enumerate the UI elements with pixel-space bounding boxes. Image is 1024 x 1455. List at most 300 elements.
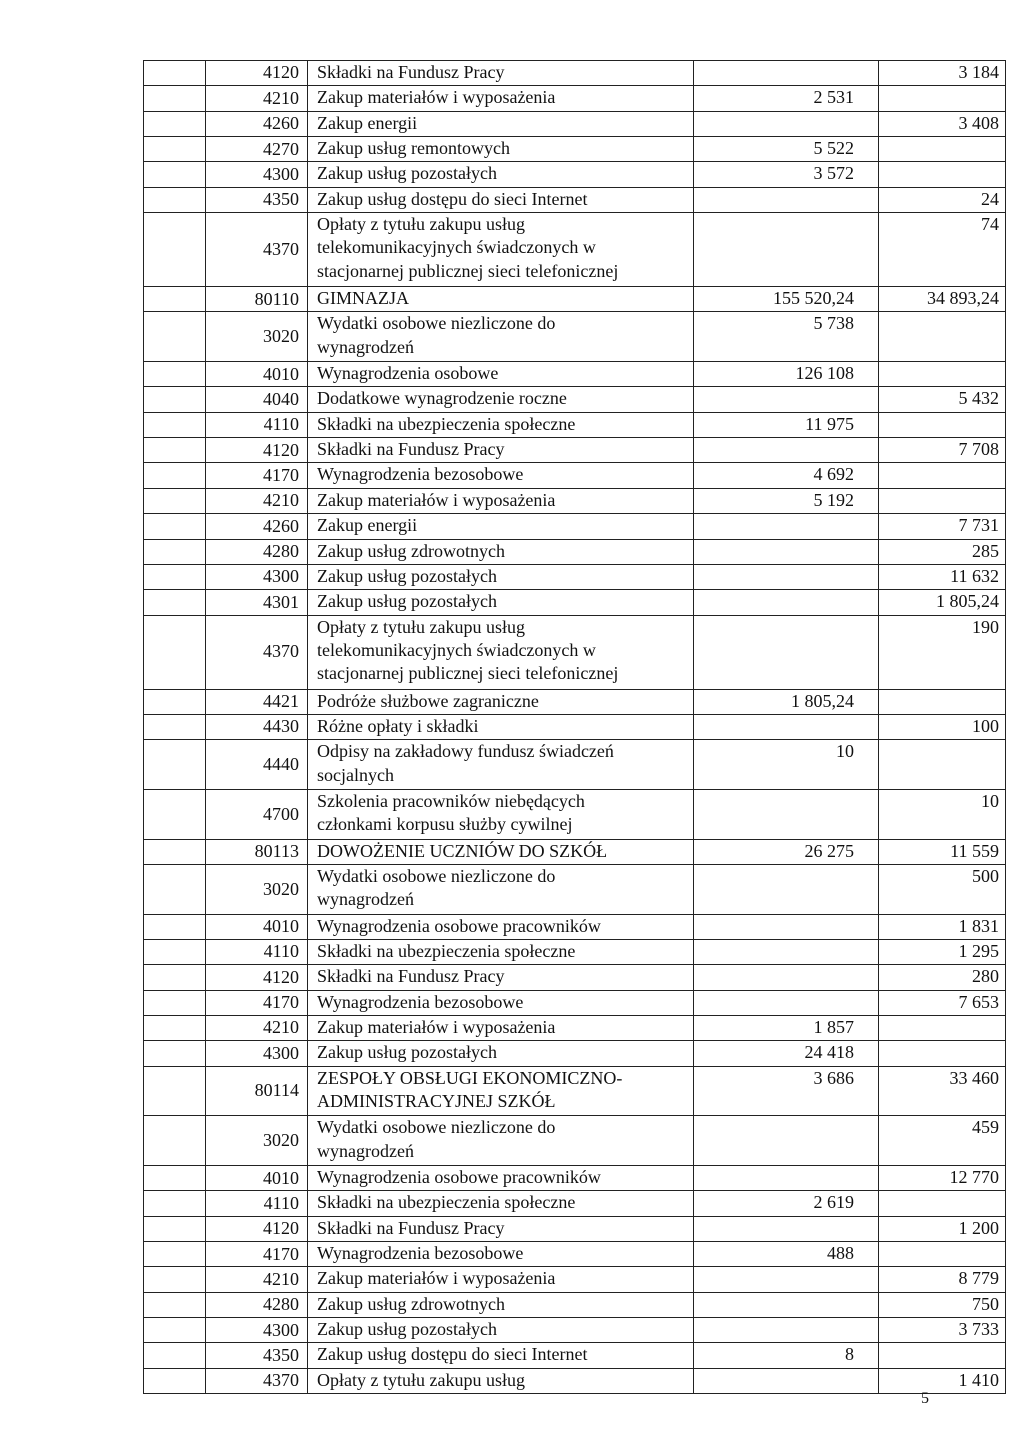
decrease-amount-cell [694,539,879,564]
decrease-amount-cell: 10 [694,740,879,790]
rozdzial-cell [144,1267,206,1292]
description-line: wynagrodzeń [317,336,414,357]
description-line: Opłaty z tytułu zakupu usług [317,616,525,637]
increase-amount-cell [879,1191,1006,1216]
increase-amount-cell [879,312,1006,362]
increase-amount-cell: 10 [879,789,1006,839]
table-row [144,412,1006,437]
rozdzial-cell [144,1292,206,1317]
rozdzial-cell [144,1016,206,1041]
description-line: Wynagrodzenia osobowe pracowników [317,915,601,936]
increase-amount-cell [879,412,1006,437]
description-line: Wynagrodzenia osobowe pracowników [317,1167,601,1188]
description-line: Wynagrodzenia bezosobowe [317,1243,524,1264]
description-cell [308,1242,694,1267]
rozdzial-cell [144,689,206,714]
code-cell: 4300 [206,162,308,187]
description-cell [308,312,694,362]
decrease-amount-cell [694,1318,879,1343]
decrease-amount-cell: 5 738 [694,312,879,362]
code-cell: 4110 [206,939,308,964]
rozdzial-cell [144,514,206,539]
description-cell [308,1041,694,1066]
rozdzial-cell [144,287,206,312]
code-cell: 4301 [206,590,308,615]
table-row [144,137,1006,162]
rozdzial-cell [144,1318,206,1343]
decrease-amount-cell [694,714,879,739]
description-line: Opłaty z tytułu zakupu usług [317,1369,525,1390]
decrease-amount-cell: 3 572 [694,162,879,187]
description-line: Zakup materiałów i wyposażenia [317,1017,556,1037]
description-cell [308,914,694,939]
table-row [144,1267,1006,1292]
description-line: Zakup usług dostępu do sieci Internet [317,1344,588,1365]
description-cell [308,111,694,136]
code-cell: 4440 [206,740,308,790]
description-line: DOWOŻENIE UCZNIÓW DO SZKÓŁ [317,840,608,861]
description-line: ADMINISTRACYJNEJ SZKÓŁ [317,1091,556,1112]
rozdzial-cell [144,412,206,437]
decrease-amount-cell: 1 805,24 [694,689,879,714]
rozdzial-cell [144,615,206,689]
decrease-amount-cell: 24 418 [694,1041,879,1066]
increase-amount-cell: 12 770 [879,1166,1006,1191]
rozdzial-cell [144,1368,206,1393]
increase-amount-cell: 3 733 [879,1318,1006,1343]
decrease-amount-cell: 126 108 [694,362,879,387]
description-line: stacjonarnej publicznej sieci telefonicznej [317,260,619,281]
decrease-amount-cell [694,111,879,136]
code-cell: 4210 [206,1016,308,1041]
table-row [144,1343,1006,1368]
description-cell [308,287,694,312]
code-cell: 4210 [206,1267,308,1292]
description-cell [308,61,694,86]
code-cell: 4110 [206,412,308,437]
decrease-amount-cell [694,1116,879,1166]
decrease-amount-cell [694,615,879,689]
code-cell: 4120 [206,1216,308,1241]
increase-amount-cell: 1 200 [879,1216,1006,1241]
description-line: Szkolenia pracowników niebędących [317,790,585,811]
code-cell: 4170 [206,990,308,1015]
code-cell: 4300 [206,564,308,589]
rozdzial-cell [144,187,206,212]
code-cell: 4260 [206,111,308,136]
description-line: wynagrodzeń [317,1140,414,1161]
description-line: Zakup usług remontowych [317,138,510,159]
code-cell: 4280 [206,1292,308,1317]
increase-amount-cell: 33 460 [879,1066,1006,1116]
rozdzial-cell [144,914,206,939]
table-row [144,162,1006,187]
description-line: Zakup materiałów i wyposażenia [317,87,556,108]
table-row [144,362,1006,387]
description-line: Zakup usług zdrowotnych [317,1293,505,1314]
increase-amount-cell [879,488,1006,513]
code-cell: 3020 [206,312,308,362]
table-row [144,111,1006,136]
decrease-amount-cell [694,187,879,212]
decrease-amount-cell [694,914,879,939]
description-line: członkami korpusu służby cywilnej [317,814,573,835]
rozdzial-cell [144,1041,206,1066]
code-cell: 4270 [206,137,308,162]
table-row [144,1066,1006,1116]
table-row [144,914,1006,939]
rozdzial-cell [144,1116,206,1166]
description-cell [308,965,694,990]
rozdzial-cell [144,61,206,86]
decrease-amount-cell [694,789,879,839]
table-row [144,61,1006,86]
table-row [144,789,1006,839]
decrease-amount-cell [694,1267,879,1292]
table-row [144,1292,1006,1317]
increase-amount-cell: 3 184 [879,61,1006,86]
rozdzial-cell [144,740,206,790]
table-row [144,86,1006,111]
code-cell: 4350 [206,1343,308,1368]
increase-amount-cell [879,137,1006,162]
description-line: Zakup usług pozostałych [317,1319,497,1340]
description-cell [308,1343,694,1368]
table-row [144,990,1006,1015]
table-body [144,61,1006,1394]
description-line: Zakup materiałów i wyposażenia [317,489,556,510]
increase-amount-cell [879,1016,1006,1041]
description-cell [308,1016,694,1041]
description-line: Wydatki osobowe niezliczone do [317,1117,556,1138]
rozdzial-cell [144,488,206,513]
table-row [144,1368,1006,1393]
description-line: Odpisy na zakładowy fundusz świadczeń [317,741,614,762]
description-cell [308,438,694,463]
table-row [144,965,1006,990]
decrease-amount-cell: 11 975 [694,412,879,437]
budget-table [143,60,1006,1394]
table-row [144,514,1006,539]
table-row [144,939,1006,964]
description-line: Różne opłaty i składki [317,715,479,736]
increase-amount-cell: 1 831 [879,914,1006,939]
increase-amount-cell [879,740,1006,790]
code-cell: 80113 [206,839,308,864]
rozdzial-cell [144,1216,206,1241]
decrease-amount-cell [694,1216,879,1241]
description-cell [308,137,694,162]
increase-amount-cell [879,1041,1006,1066]
code-cell: 4370 [206,1368,308,1393]
rozdzial-cell [144,86,206,111]
description-cell [308,1368,694,1393]
code-cell: 4010 [206,1166,308,1191]
increase-amount-cell: 100 [879,714,1006,739]
table-row [144,714,1006,739]
table-row [144,1166,1006,1191]
code-cell: 80114 [206,1066,308,1116]
code-cell: 4120 [206,438,308,463]
rozdzial-cell [144,1242,206,1267]
description-line: Opłaty z tytułu zakupu usług [317,214,525,235]
table-row [144,839,1006,864]
description-line: Zakup usług pozostałych [317,1042,497,1063]
description-line: wynagrodzeń [317,889,414,910]
decrease-amount-cell: 5 522 [694,137,879,162]
description-line: Składki na ubezpieczenia społeczne [317,1192,576,1213]
table-row [144,590,1006,615]
code-cell: 4010 [206,914,308,939]
increase-amount-cell: 11 559 [879,839,1006,864]
description-line: socjalnych [317,764,394,785]
rozdzial-cell [144,463,206,488]
code-cell: 4350 [206,187,308,212]
decrease-amount-cell [694,939,879,964]
decrease-amount-cell [694,590,879,615]
description-cell [308,463,694,488]
code-cell: 4120 [206,61,308,86]
description-line: Zakup energii [317,112,418,133]
code-cell: 4421 [206,689,308,714]
rozdzial-cell [144,438,206,463]
description-line: Wydatki osobowe niezliczone do [317,865,556,886]
increase-amount-cell: 459 [879,1116,1006,1166]
table-row [144,1016,1006,1041]
description-cell [308,86,694,111]
code-cell: 4300 [206,1041,308,1066]
code-cell: 4110 [206,1191,308,1216]
increase-amount-cell: 1 410 [879,1368,1006,1393]
decrease-amount-cell [694,213,879,287]
increase-amount-cell: 500 [879,864,1006,914]
increase-amount-cell: 7 653 [879,990,1006,1015]
decrease-amount-cell: 2 619 [694,1191,879,1216]
description-cell [308,1066,694,1116]
description-line: Zakup materiałów i wyposażenia [317,1268,556,1289]
increase-amount-cell: 285 [879,539,1006,564]
rozdzial-cell [144,1166,206,1191]
description-line: telekomunikacyjnych świadczonych w [317,639,596,660]
rozdzial-cell [144,714,206,739]
description-cell [308,1191,694,1216]
increase-amount-cell [879,689,1006,714]
table-row [144,864,1006,914]
increase-amount-cell [879,86,1006,111]
code-cell: 4010 [206,362,308,387]
table-row [144,1041,1006,1066]
description-cell [308,213,694,287]
description-cell [308,590,694,615]
increase-amount-cell: 3 408 [879,111,1006,136]
increase-amount-cell: 34 893,24 [879,287,1006,312]
table-row [144,387,1006,412]
description-line: Zakup energii [317,515,418,536]
description-cell [308,362,694,387]
increase-amount-cell: 750 [879,1292,1006,1317]
decrease-amount-cell [694,438,879,463]
code-cell: 4210 [206,488,308,513]
increase-amount-cell [879,362,1006,387]
code-cell: 4210 [206,86,308,111]
rozdzial-cell [144,990,206,1015]
increase-amount-cell: 190 [879,615,1006,689]
table-row [144,1191,1006,1216]
description-line: Składki na Fundusz Pracy [317,439,505,460]
code-cell: 4280 [206,539,308,564]
decrease-amount-cell [694,965,879,990]
code-cell: 4430 [206,714,308,739]
decrease-amount-cell: 8 [694,1343,879,1368]
description-line: Składki na ubezpieczenia społeczne [317,940,576,961]
decrease-amount-cell: 26 275 [694,839,879,864]
rozdzial-cell [144,965,206,990]
table-row [144,213,1006,287]
code-cell: 80110 [206,287,308,312]
description-cell [308,939,694,964]
description-line: Składki na Fundusz Pracy [317,62,505,82]
increase-amount-cell: 11 632 [879,564,1006,589]
code-cell: 4040 [206,387,308,412]
increase-amount-cell: 8 779 [879,1267,1006,1292]
table-row [144,615,1006,689]
table-row [144,1216,1006,1241]
rozdzial-cell [144,312,206,362]
code-cell: 3020 [206,864,308,914]
rozdzial-cell [144,1191,206,1216]
description-cell [308,1318,694,1343]
table-row [144,488,1006,513]
description-line: Składki na Fundusz Pracy [317,1217,505,1238]
decrease-amount-cell: 3 686 [694,1066,879,1116]
description-line: Podróże służbowe zagraniczne [317,690,539,711]
increase-amount-cell: 1 805,24 [879,590,1006,615]
description-line: Wydatki osobowe niezliczone do [317,313,556,334]
rozdzial-cell [144,111,206,136]
rozdzial-cell [144,362,206,387]
decrease-amount-cell: 488 [694,1242,879,1267]
rozdzial-cell [144,213,206,287]
description-cell [308,187,694,212]
code-cell: 3020 [206,1116,308,1166]
table-row [144,187,1006,212]
increase-amount-cell: 5 432 [879,387,1006,412]
increase-amount-cell [879,162,1006,187]
description-cell [308,615,694,689]
description-line: Składki na ubezpieczenia społeczne [317,413,576,434]
code-cell: 4170 [206,463,308,488]
table-row [144,287,1006,312]
description-cell [308,839,694,864]
description-cell [308,1116,694,1166]
description-cell [308,1216,694,1241]
increase-amount-cell: 24 [879,187,1006,212]
table-row [144,1116,1006,1166]
rozdzial-cell [144,162,206,187]
decrease-amount-cell: 1 857 [694,1016,879,1041]
description-line: Wynagrodzenia bezosobowe [317,991,524,1012]
decrease-amount-cell [694,1166,879,1191]
decrease-amount-cell [694,1292,879,1317]
description-line: Składki na Fundusz Pracy [317,966,505,987]
increase-amount-cell [879,463,1006,488]
rozdzial-cell [144,1343,206,1368]
increase-amount-cell: 74 [879,213,1006,287]
table-row [144,539,1006,564]
table-row [144,689,1006,714]
code-cell: 4370 [206,615,308,689]
description-line: Dodatkowe wynagrodzenie roczne [317,388,567,409]
rozdzial-cell [144,539,206,564]
decrease-amount-cell [694,864,879,914]
description-cell [308,740,694,790]
table-row [144,312,1006,362]
rozdzial-cell [144,789,206,839]
rozdzial-cell [144,839,206,864]
description-cell [308,864,694,914]
decrease-amount-cell: 4 692 [694,463,879,488]
rozdzial-cell [144,564,206,589]
decrease-amount-cell [694,514,879,539]
rozdzial-cell [144,590,206,615]
description-cell [308,539,694,564]
table-row [144,463,1006,488]
decrease-amount-cell [694,990,879,1015]
rozdzial-cell [144,864,206,914]
description-cell [308,162,694,187]
description-line: Zakup usług pozostałych [317,591,497,612]
description-line: Wynagrodzenia osobowe [317,363,499,384]
table-row [144,1318,1006,1343]
increase-amount-cell: 1 295 [879,939,1006,964]
description-cell [308,564,694,589]
description-line: Zakup usług pozostałych [317,565,497,586]
table-row [144,1242,1006,1267]
increase-amount-cell [879,1242,1006,1267]
description-cell [308,789,694,839]
description-cell [308,387,694,412]
description-line: stacjonarnej publicznej sieci telefonicznej [317,663,619,684]
description-cell [308,714,694,739]
decrease-amount-cell [694,387,879,412]
code-cell: 4300 [206,1318,308,1343]
decrease-amount-cell: 2 531 [694,86,879,111]
description-cell [308,1267,694,1292]
description-cell [308,514,694,539]
description-line: GIMNAZJA [317,288,409,309]
description-cell [308,990,694,1015]
table-row [144,438,1006,463]
description-cell [308,1292,694,1317]
description-line: Zakup usług zdrowotnych [317,540,505,561]
code-cell: 4260 [206,514,308,539]
increase-amount-cell: 280 [879,965,1006,990]
table-row [144,740,1006,790]
decrease-amount-cell [694,61,879,86]
description-line: ZESPOŁY OBSŁUGI EKONOMICZNO- [317,1067,623,1088]
rozdzial-cell [144,387,206,412]
description-cell [308,1166,694,1191]
decrease-amount-cell [694,564,879,589]
description-cell [308,488,694,513]
description-cell [308,689,694,714]
decrease-amount-cell: 155 520,24 [694,287,879,312]
description-line: Zakup usług pozostałych [317,163,497,184]
description-line: telekomunikacyjnych świadczonych w [317,237,596,258]
code-cell: 4700 [206,789,308,839]
page-number: 5 [921,1390,929,1407]
code-cell: 4370 [206,213,308,287]
